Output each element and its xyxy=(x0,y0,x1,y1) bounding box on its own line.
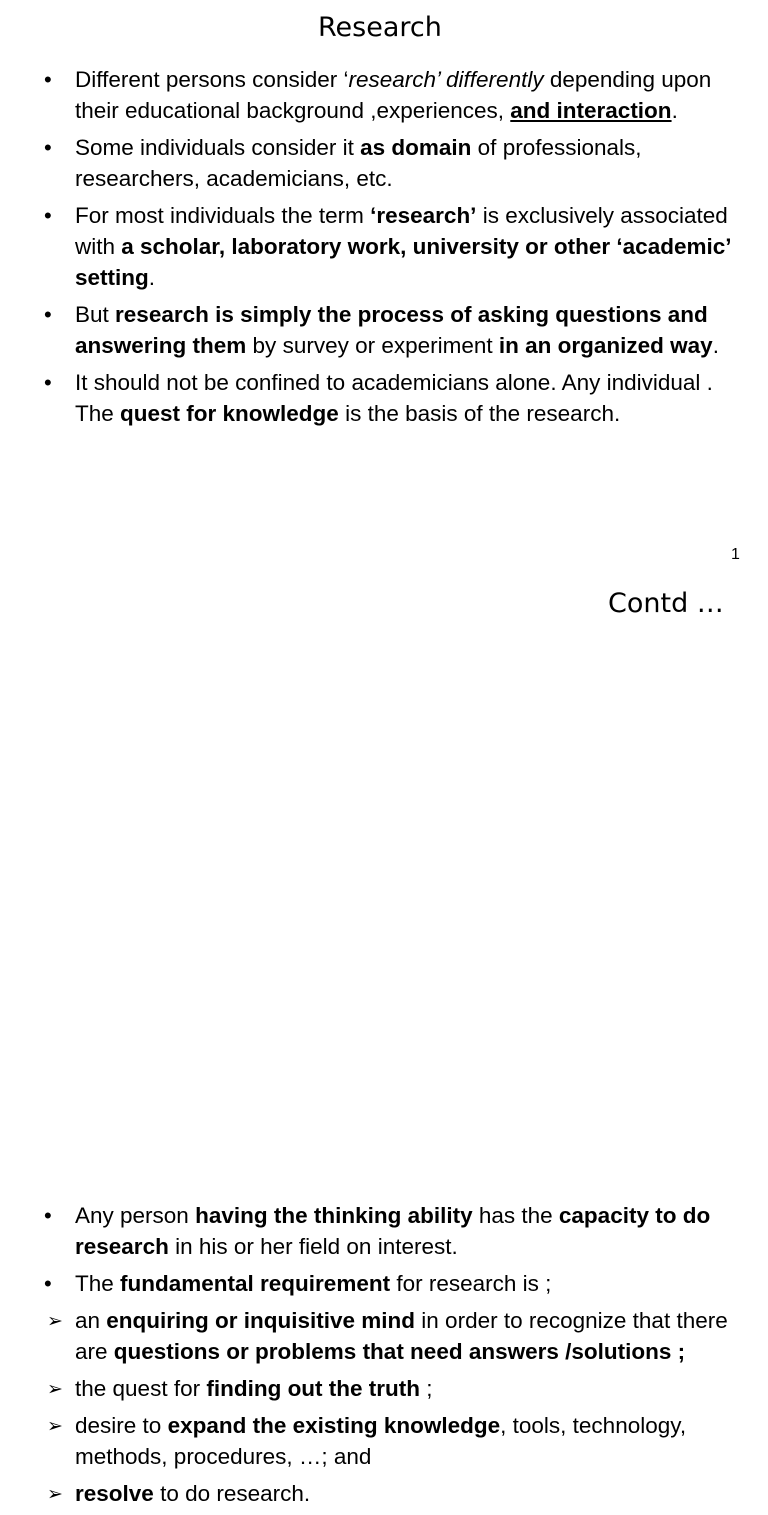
slide-title: Contd … xyxy=(608,588,724,619)
bullet-item xyxy=(0,1268,768,1299)
text-run: It should not be confined to academicians alone. Any individual . The xyxy=(75,370,713,426)
text-run: and interaction xyxy=(510,98,672,123)
bullet-item xyxy=(0,1373,768,1404)
text-run: depending upon their educational background ,experiences, xyxy=(75,67,712,123)
bullet-item xyxy=(0,1478,768,1509)
bullet-item xyxy=(0,1200,768,1262)
bullet-list xyxy=(0,64,768,435)
bullet-item xyxy=(0,1410,768,1472)
text-run: for research is ; xyxy=(390,1271,552,1296)
slide-title: Research xyxy=(318,12,442,43)
bullet-dot-icon: • xyxy=(44,302,52,327)
text-run: the quest for xyxy=(75,1376,207,1401)
text-run: . xyxy=(712,333,719,358)
slide-contd xyxy=(0,575,768,1506)
bullet-item xyxy=(0,64,768,126)
text-run: a scholar, laboratory work, university or other ‘academic’ setting xyxy=(75,234,731,290)
text-run: resolve xyxy=(75,1481,154,1506)
text-run: having the thinking ability xyxy=(195,1203,473,1228)
text-run: ‘research’ xyxy=(370,203,477,228)
bullet-dot-icon: • xyxy=(44,1203,52,1228)
bullet-dot-icon: • xyxy=(44,67,52,92)
slide-research xyxy=(0,0,768,575)
text-run: has the xyxy=(472,1203,559,1228)
text-run: But xyxy=(75,302,116,327)
text-run: expand the existing knowledge xyxy=(167,1413,501,1438)
text-run: research’ differently xyxy=(348,67,544,92)
bullet-item xyxy=(0,1305,768,1367)
text-run: capacity to do research xyxy=(75,1203,711,1259)
text-run: to do research. xyxy=(153,1481,311,1506)
text-run: quest for knowledge xyxy=(120,401,339,426)
text-run: Any person xyxy=(75,1203,196,1228)
text-run: Some individuals consider it xyxy=(75,135,361,160)
text-run: , tools, technology, methods, procedures, …; and xyxy=(75,1413,687,1469)
text-run: is exclusively associated with xyxy=(75,203,728,259)
bullet-item xyxy=(0,132,768,194)
bullet-dot-icon: • xyxy=(44,1271,52,1296)
text-run: fundamental requirement xyxy=(120,1271,391,1296)
text-run: enquiring or inquisitive mind xyxy=(106,1308,416,1333)
arrow-bullet-icon: ➢ xyxy=(47,1379,63,1400)
bullet-item xyxy=(0,200,768,293)
bullet-item xyxy=(0,367,768,429)
text-run: in an organized way xyxy=(498,333,713,358)
bullet-item xyxy=(0,299,768,361)
text-run: questions or problems that need answers /solutions ; xyxy=(113,1339,686,1364)
text-run: as domain xyxy=(360,135,472,160)
text-run: in order to recognize that there are xyxy=(75,1308,728,1364)
arrow-bullet-icon: ➢ xyxy=(47,1484,63,1505)
text-run: in his or her field on interest. xyxy=(168,1234,458,1259)
arrow-bullet-icon: ➢ xyxy=(47,1416,63,1437)
bullet-dot-icon: • xyxy=(44,135,52,160)
text-run: The xyxy=(75,1271,121,1296)
page-number: 1 xyxy=(731,546,740,563)
text-run: of professionals, researchers, academicians, etc. xyxy=(75,135,642,191)
text-run: research is simply the process of asking questions and answering them xyxy=(75,302,708,358)
text-run: ; xyxy=(420,1376,433,1401)
text-run: For most individuals the term xyxy=(75,203,371,228)
text-run: finding out the truth xyxy=(206,1376,421,1401)
bullet-dot-icon: • xyxy=(44,370,52,395)
bullet-list xyxy=(0,1200,768,1515)
bullet-dot-icon: • xyxy=(44,203,52,228)
text-run: . xyxy=(148,265,156,290)
arrow-bullet-icon: ➢ xyxy=(47,1311,63,1332)
text-run: an xyxy=(75,1308,107,1333)
text-run: is the basis of the research. xyxy=(338,401,621,426)
text-run: desire to xyxy=(75,1413,168,1438)
text-run: by survey or experiment xyxy=(246,333,499,358)
text-run: Different persons consider ‘ xyxy=(75,67,349,92)
text-run: . xyxy=(671,98,678,123)
